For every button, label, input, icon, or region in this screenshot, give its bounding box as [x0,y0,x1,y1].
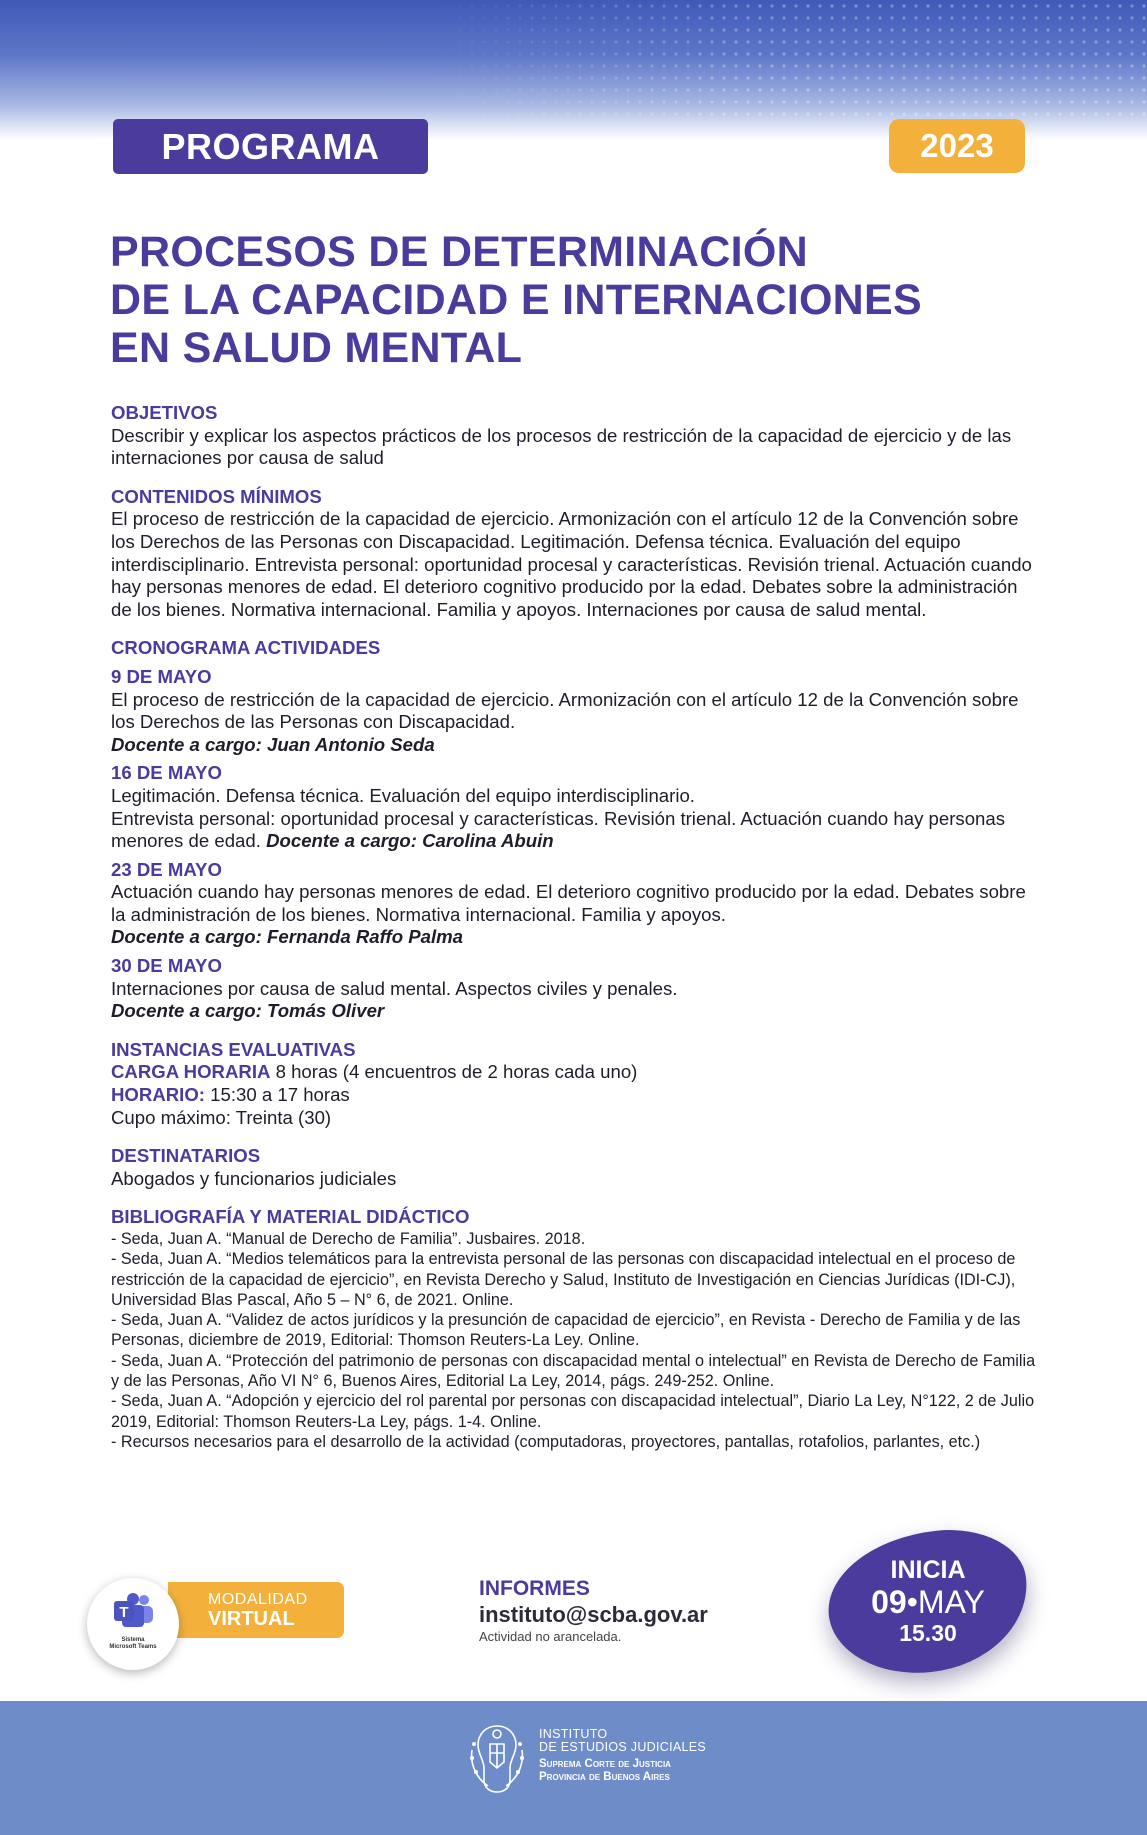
institute-seal-icon [466,1720,528,1798]
session-text: Legitimación. Defensa técnica. Evaluación del equipo interdisciplinario. [111,784,695,806]
session-text: El proceso de restricción de la capacidad de ejercicio. Armonización con el artículo 12 de la Convención sobre los Derechos de las Personas con Discapacidad. [111,688,1019,733]
session-text: Internaciones por causa de salud mental. Aspectos civiles y penales. [111,977,678,999]
teams-caption-2: Microsoft Teams [109,1644,157,1650]
carga-label: CARGA HORARIA [111,1061,271,1083]
session-date: 9 DE MAYO [111,665,212,687]
teams-logo [87,1578,179,1670]
title-line-1: PROCESOS DE DETERMINACIÓN [110,228,808,276]
bib-item: - Recursos necesarios para el desarrollo de la actividad (computadoras, proyectores, pantallas, rotafolios, parlantes, etc.) [111,1432,981,1451]
contenidos-text: El proceso de restricción de la capacidad de ejercicio. Armonización con el artículo 12 de la Convención sobre los Derechos de las Personas con Discapacidad. Legitimación. Defensa técnica. Evaluación del equipo interdisciplinario. Entrevista personal: oportunidad procesal y características. Revisión trienal. Actuación cuando hay personas menores de edad. El deterioro cognitivo producido por la edad. Debates sobre la administración de los bienes. Normativa internacional. Familia y apoyos. Internaciones por causa de salud mental. [111,508,1032,620]
inicia-day: 09 [871,1584,907,1620]
programa-badge: PROGRAMA [113,119,428,174]
teams-caption [87,1637,179,1651]
inicia-date: 09•MAY [871,1584,985,1620]
informes-note: Actividad no arancelada. [479,1629,622,1644]
bib-item: - Seda, Juan A. “Adopción y ejercicio del rol parental por personas con discapacidad intelectual”, Diario La Ley, N°122, 2 de Julio 2019, Editorial: Thomson Reuters-La Ley, págs. 1-4. Online. [111,1392,1035,1431]
cupo: Cupo máximo: Treinta (30) [111,1106,332,1128]
cronograma-heading: CRONOGRAMA ACTIVIDADES [111,637,381,659]
bib-item: - Seda, Juan A. “Manual de Derecho de Familia”. Jusbaires. 2018. [111,1230,586,1248]
bib-item: - Seda, Juan A. “Protección del patrimonio de personas con discapacidad mental o intelectual” en Revista de Derecho de Familia y de las Personas, Año VI N° 6, Buenos Aires, Editorial La Ley, 2014, págs. 249-252. Online. [111,1351,1036,1391]
horario-value: 15:30 a 17 horas [205,1084,350,1106]
institute-line-3: Suprema Corte de Justicia [539,1758,671,1770]
session-date: 23 DE MAYO [111,858,222,880]
bib-item: - Seda, Juan A. “Validez de actos jurídicos y la presunción de capacidad de ejercicio”, en Revista - Derecho de Familia y de las Personas, diciembre de 2019, Editorial: Thomson Reuters-La Ley. Online. [111,1311,1021,1350]
session-date: 16 DE MAYO [111,762,222,784]
destinatarios-heading: DESTINATARIOS [111,1145,261,1167]
inicia-label: INICIA [890,1556,966,1584]
title-line-3: EN SALUD MENTAL [110,324,523,372]
year-badge: 2023 [889,119,1025,173]
session-text: Actuación cuando hay personas menores de edad. El deterioro cognitivo producido por la edad. Debates sobre la administración de los bienes. Normativa internacional. Familia y apoyos. [111,881,1026,925]
bibliografia-list [111,1229,1041,1452]
carga-value: 8 horas (4 encuentros de 2 horas cada uno) [270,1061,638,1083]
modalidad-badge [168,1582,344,1638]
inicia-badge [828,1556,1028,1646]
objetivos-text: Describir y explicar los aspectos prácticos de los procesos de restricción de la capacidad de ejercicio y de las internaciones por causa de salud [111,424,1012,469]
modalidad-label: MODALIDAD [208,1591,308,1608]
instancias-heading: INSTANCIAS EVALUATIVAS [111,1038,356,1060]
institute-line-4: Provincia de Buenos Aires [539,1771,670,1783]
teams-caption-1: Sistema [121,1637,145,1643]
destinatarios-text: Abogados y funcionarios judiciales [111,1167,397,1189]
contenidos-heading: CONTENIDOS MÍNIMOS [111,485,322,507]
session-docente: Docente a cargo: Juan Antonio Seda [111,733,435,755]
microsoft-teams-icon [108,1592,158,1632]
title-line-2: DE LA CAPACIDAD E INTERNACIONES [110,276,923,324]
header-dot-pattern [430,0,1147,120]
institute-line-2: DE ESTUDIOS JUDICIALES [539,1740,707,1754]
objetivos-heading: OBJETIVOS [111,402,218,423]
inicia-time: 15.30 [899,1620,957,1646]
session-docente: Docente a cargo: Fernanda Raffo Palma [111,926,464,948]
bibliografia-heading: BIBLIOGRAFÍA Y MATERIAL DIDÁCTICO [111,1206,470,1228]
institute-line-1: INSTITUTO [539,1727,608,1741]
page-title [110,228,1050,372]
informes-block [479,1576,739,1646]
modalidad-value: VIRTUAL [208,1608,295,1630]
session-date: 30 DE MAYO [111,955,222,977]
horario-label: HORARIO: [111,1084,205,1106]
informes-email[interactable]: instituto@scba.gov.ar [479,1602,708,1627]
session-docente: Docente a cargo: Tomás Oliver [111,1000,385,1022]
session-text-2 [111,808,1041,853]
inicia-month: MAY [917,1584,985,1620]
carga-horaria [111,1061,1041,1084]
program-content [111,402,1041,1452]
institute-name [539,1728,706,1784]
horario [111,1084,1041,1107]
svg-text:T: T [119,1604,129,1621]
session-text-cont: Entrevista personal: oportunidad procesal y características. Revisión trienal. Actuación cuando hay personas menores de edad. [111,807,1006,852]
informes-heading: INFORMES [479,1577,590,1600]
bib-item: - Seda, Juan A. “Medios telemáticos para la entrevista personal de las personas con discapacidad intelectual en el proceso de restricción de la capacidad de ejercicio”, en Revista Derecho y Salud, Instituto de Investigación en Ciencias Jurídicas (IDI-CJ), Universidad Blas Pascal, Año 5 – N° 6, de 2021. Online. [111,1250,1016,1309]
session-docente: Docente a cargo: Carolina Abuin [266,830,554,852]
